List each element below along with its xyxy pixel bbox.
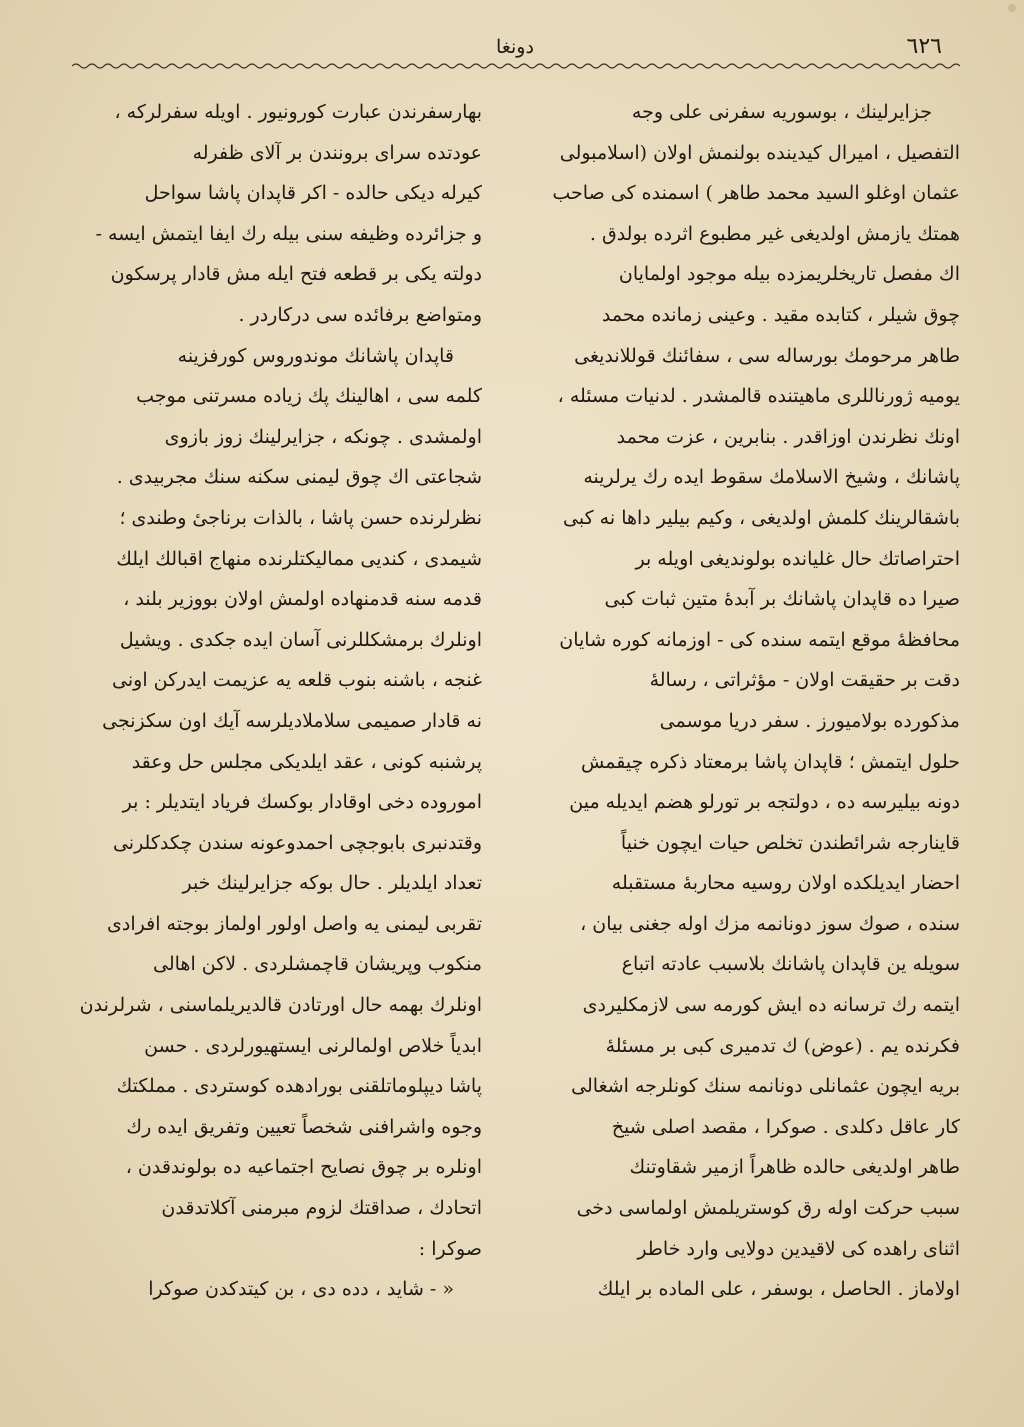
text-line: سويله ين قاپدان پاشانك بلاسبب عادته اتباع bbox=[621, 953, 960, 976]
text-line: قاينارجه شرائطندن تخلص حيات ايچون خنياً bbox=[620, 831, 960, 854]
text-line: منكوب وپريشان قاچمشلردى . لاكن اهالى bbox=[153, 953, 482, 976]
text-line: اونلره بر چوق نصايح اجتماعيه ده بولوندقدن ، bbox=[125, 1156, 482, 1179]
text-line: پرشنبه كونى ، عقد ايلديكى مجلس حل وعقد bbox=[131, 750, 482, 773]
text-line: ايتمه رك ترسانه ده ايش كورمه سى لازمكليردى bbox=[582, 994, 960, 1017]
text-line: دقت بر حقيقت اولان - مؤثراتى ، رسالهٔ bbox=[649, 669, 960, 692]
text-line: طاهر اولديغى حالده ظاهراً ازمير شقاوتنك bbox=[629, 1156, 960, 1179]
text-line: باشقالرينك كلمش اولديغى ، وكيم بيلير داها نه كبى bbox=[563, 506, 960, 529]
text-line: اثناى راهده كى لاقيدين دولايى وارد خاطر bbox=[637, 1237, 960, 1260]
text-line: پاشانك ، وشيخ الاسلامك سقوط ايده رك يرلرينه bbox=[583, 466, 960, 489]
text-line: اك مفصل تاريخلريمزده بيله موجود اولمايان bbox=[618, 263, 960, 286]
text-line: طاهر مرحومك بورساله سى ، سفائنك قوللانديغى bbox=[574, 344, 960, 367]
text-line: شجاعتى اك چوق ليمنى سكنه سنك مجربيدى . bbox=[116, 466, 482, 489]
text-line: عودتده سراى برونندن بر آلاى ظفرله bbox=[192, 141, 482, 164]
text-line: عثمان اوغلو السيد محمد طاهر ) اسمنده كى صاحب bbox=[552, 182, 960, 205]
text-line: اونك نظرندن اوزاقدر . بنابرين ، عزت محمد bbox=[616, 425, 960, 448]
text-line: غنجه ، باشنه بنوب قلعه يه عزيمت ايدركن اونى bbox=[112, 669, 482, 692]
text-line: بهارسفرندن عبارت كورونيور . اويله سفرلركه ، bbox=[114, 101, 482, 123]
text-line: اولاماز . الحاصل ، بوسفر ، على الماده بر ايلك bbox=[597, 1278, 960, 1301]
text-line: احتراصاتك حال غليانده بولونديغى اويله بر bbox=[635, 547, 960, 570]
text-line: سنده ، صوك سوز دونانمه مزك اوله جغنى بيان ، bbox=[580, 912, 960, 935]
text-line: اونلرك بهمه حال اورتادن قالديريلماسنى ، شرلرندن bbox=[79, 994, 482, 1017]
text-line: كار عاقل دكلدى . صوكرا ، مقصد اصلى شيخ bbox=[611, 1115, 960, 1138]
text-line: اموروده دخى اوقادار بوكسك فرياد ايتديلر : بر bbox=[122, 791, 482, 814]
text-line: كيرله ديكى حالده - اكر قاپدان پاشا سواحل bbox=[144, 182, 482, 205]
wavy-rule bbox=[72, 62, 960, 70]
text-line: حلول ايتمش ؛ قاپدان پاشا برمعتاد ذكره چيقمش bbox=[581, 750, 960, 773]
right-column bbox=[540, 92, 960, 1310]
text-line: ابدياً خلاص اولمالرنى ايستهيورلردى . حسن bbox=[144, 1034, 482, 1057]
text-line: وقتدنبرى بابوجچى احمدوعونه سندن چكدكلرنى bbox=[112, 831, 482, 854]
text-line: صوكرا : bbox=[418, 1237, 482, 1260]
text-line: چوق شيلر ، كتابده مقيد . وعينى زمانده محمد bbox=[601, 303, 960, 326]
text-line: بريه ايچون عثمانلى دونانمه سنك كونلرجه اشغالى bbox=[571, 1075, 960, 1098]
text-line: ومتواضع برفائده سى دركاردر . bbox=[238, 303, 482, 326]
text-line: اونلرك برمشكللرنى آسان ايده جكدى . ويشيل bbox=[119, 628, 482, 651]
text-line: كلمه سى ، اهالينك پك زياده مسرتنى موجب bbox=[136, 385, 482, 408]
text-line: نظرلرنده حسن پاشا ، بالذات برناجىٔ وطندى ؛ bbox=[119, 506, 482, 529]
text-line: التفصيل ، اميرال كيدينده بولنمش اولان (اسلامبولى bbox=[559, 141, 960, 164]
text-line: تعداد ايلديلر . حال بوكه جزايرلينك خبر bbox=[182, 872, 482, 895]
text-line: و جزائرده وظيفه سنى بيله رك ايفا ايتمش ايسه - bbox=[95, 222, 482, 245]
text-line: مذكورده بولاميورز . سفر دريا موسمى bbox=[659, 709, 960, 732]
left-column bbox=[62, 92, 482, 1310]
text-line: قاپدان پاشانك موندوروس كورفزينه bbox=[177, 344, 454, 367]
header-rule bbox=[72, 62, 960, 70]
text-line: فكرنده يم . (عوض) ك تدميرى كبى بر مسئلهٔ bbox=[605, 1034, 960, 1057]
text-line: وجوه واشرافنى شخصاً تعيين وتفريق ايده رك bbox=[126, 1115, 482, 1138]
text-line: محافظهٔ موقع ايتمه سنده كى - اوزمانه كوره شايان bbox=[559, 628, 960, 651]
paper-stain bbox=[1008, 4, 1016, 12]
text-line: دونه بيليرسه ده ، دولتجه بر تورلو هضم ايديله مين bbox=[569, 791, 960, 814]
text-line: اتحادك ، صداقتك لزوم مبرمنى آكلاتدقدن bbox=[161, 1197, 482, 1220]
text-line: سبب حركت اوله رق كوستريلمش اولماسى دخى bbox=[576, 1197, 960, 1220]
text-line: جزايرلينك ، بوسوريه سفرنى على وجه bbox=[631, 101, 932, 123]
text-line: « - شايد ، دده دى ، بن كيتدكدن صوكرا bbox=[148, 1278, 454, 1301]
page-number: ٦٢٦ bbox=[906, 34, 942, 59]
text-line: دولته يكى بر قطعه فتح ايله مش قادار پرسكون bbox=[110, 263, 482, 286]
text-line: اولمشدى . چونكه ، جزايرلينك زوز بازوى bbox=[164, 425, 482, 448]
text-line: پاشا ديپلوماتلقنى بورادهده كوستردى . مملكتك bbox=[116, 1075, 482, 1098]
text-line: يوميه ژورناللرى ماهيتنده قالمشدر . لدنيات مسئله ، bbox=[557, 385, 960, 408]
text-line: صيرا ده قاپدان پاشانك بر آبدهٔ متين ثبات كبى bbox=[604, 588, 960, 611]
text-line: احضار ايديلكده اولان روسيه محاربهٔ مستقبله bbox=[611, 872, 960, 895]
running-title: دونغا bbox=[496, 36, 534, 58]
text-line: همتك يازمش اولديغى غير مطبوع اثرده بولدق . bbox=[589, 222, 960, 245]
text-line: قدمه سنه قدمنهاده اولمش اولان بووزير بلند ، bbox=[123, 588, 482, 611]
text-line: نه قادار صميمى سلاملاديلرسه آيك اون سكزنجى bbox=[102, 709, 482, 732]
text-line: شيمدى ، كنديى مماليكتلرنده منهاج اقبالك ايلك bbox=[116, 547, 482, 570]
text-line: تقربى ليمنى يه واصل اولور اولماز بوجته افرادى bbox=[107, 912, 482, 935]
